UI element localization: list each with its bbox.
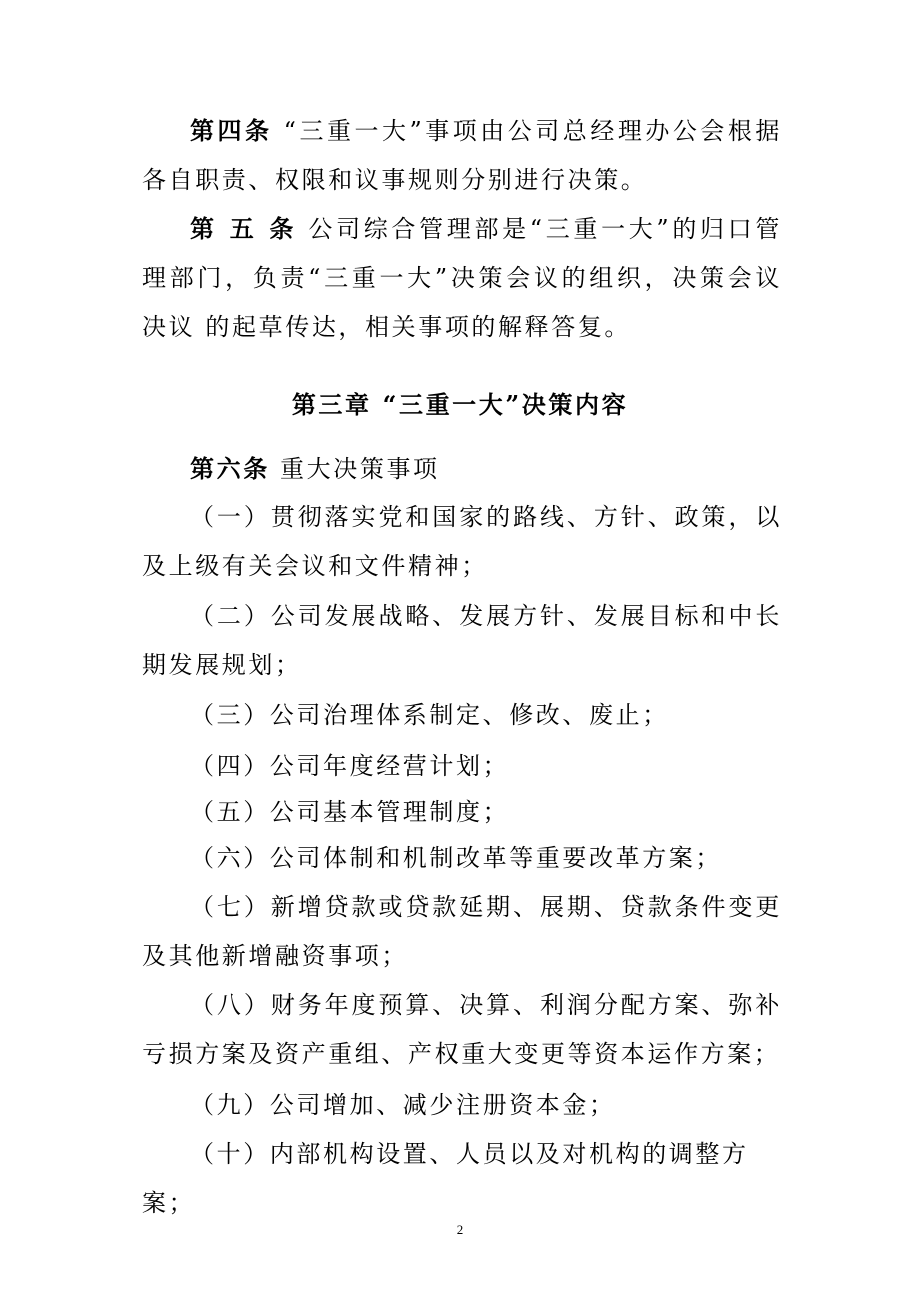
article-5-text: 公司综合管理部是“三重一大”的归口管理部门，负责“三重一大”决策会议的组织，决策会议决议 的起草传达，相关事项的解释答复。: [142, 215, 783, 341]
article-5-label: 第 五 条: [190, 214, 298, 243]
list-item: （八）财务年度预算、决算、利润分配方案、弥补亏损方案及资产重组、产权重大变更等资本运作方案；: [142, 991, 782, 1068]
list-item: （六）公司体制和机制改革等重要改革方案；: [190, 844, 722, 872]
article-4-paragraph: [142, 106, 782, 205]
list-item: （十）内部机构设置、人员以及对机构的调整方案；: [142, 1140, 749, 1217]
article-6-heading: [142, 444, 782, 494]
article-6-label: 第六条: [190, 454, 270, 483]
list-item: （四）公司年度经营计划；: [190, 752, 510, 780]
list-item: （一）贯彻落实党和国家的路线、方针、政策，以及上级有关会议和文件精神；: [142, 503, 782, 580]
article-6-title: 重大决策事项: [280, 455, 440, 483]
list-item: （二）公司发展战略、发展方针、发展目标和中长 期发展规划；: [142, 602, 782, 679]
article-4-label: 第四条: [190, 116, 273, 145]
list-item: （三）公司治理体系制定、修改、废止；: [190, 701, 669, 729]
list-item: （九）公司增加、减少注册资本金；: [190, 1091, 616, 1119]
list-item: （五）公司基本管理制度；: [190, 798, 510, 826]
list-item: （七）新增贷款或贷款延期、展期、贷款条件变更及其他新增融资事项；: [142, 893, 782, 970]
chapter-heading: 第三章 “三重一大”决策内容: [291, 390, 629, 419]
article-5-paragraph: [142, 204, 782, 352]
page-number: 2: [456, 1222, 464, 1237]
article-4-text: “三重一大”事项由公司总经理办公会根据各自职责、权限和议事规则分别进行决策。: [142, 117, 782, 194]
